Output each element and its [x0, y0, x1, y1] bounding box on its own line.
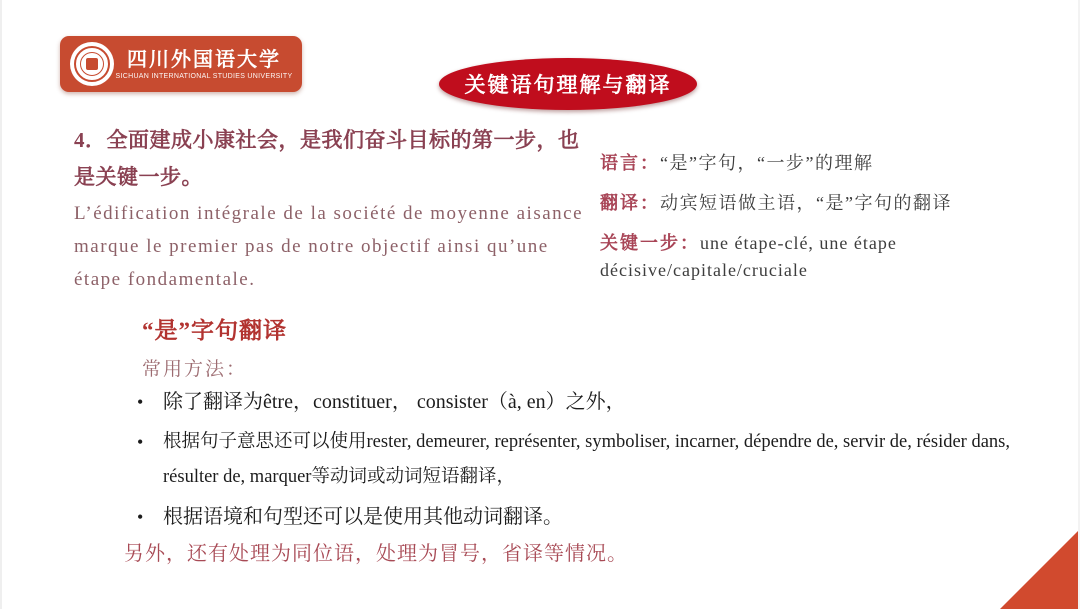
bullet-item: • 除了翻译为être，constituer， consister（à, en）之外， [135, 385, 1023, 420]
university-name-zh: 四川外国语大学 [127, 48, 281, 71]
note-translation-text: 动宾短语做主语，“是”字句的翻译 [660, 193, 952, 213]
note-translation-label: 翻译： [600, 193, 660, 213]
example-sentence-zh: 4．全面建成小康社会，是我们奋斗目标的第一步，也是关键一步。 [74, 128, 580, 189]
section-subheading: 常用方法： [142, 359, 248, 380]
university-name-en: SICHUAN INTERNATIONAL STUDIES UNIVERSITY [115, 72, 293, 80]
slide-title-badge: 关键语句理解与翻译 [439, 58, 697, 110]
method-bullet-list [135, 385, 1023, 540]
bullet-item: • 根据句子意思还可以使用rester, demeurer, représenter, symboliser, incarner, dépendre de, servir de, résider dans, résulter de, marquer等动词或动词短语翻译， [135, 425, 1023, 495]
section-heading: “是”字句翻译 [142, 318, 287, 343]
extra-note: 另外，还有处理为同位语，处理为冒号，省译等情况。 [124, 543, 628, 565]
note-key-step-text: une étape-clé, une étape décisive/capitale/cruciale [600, 233, 897, 280]
note-key-step [600, 230, 972, 284]
analysis-notes [600, 150, 1065, 284]
university-seal-icon [70, 42, 114, 86]
note-translation [600, 190, 1065, 217]
university-logo-banner [60, 36, 302, 92]
seal-core-icon [86, 58, 98, 70]
corner-decoration [1000, 531, 1078, 609]
note-key-step-label: 关键一步： [600, 233, 700, 253]
university-name-block [114, 48, 294, 81]
note-language-label: 语言： [600, 153, 660, 173]
note-language [600, 150, 1065, 177]
bullet-item: • 根据语境和句型还可以是使用其他动词翻译。 [135, 500, 1023, 535]
note-language-text: “是”字句，“一步”的理解 [660, 153, 874, 173]
example-translation-fr: L’édification intégrale de la société de moyenne aisance marque le premier pas de notre objectif ainsi qu’une étape fondamentale. [74, 203, 584, 290]
